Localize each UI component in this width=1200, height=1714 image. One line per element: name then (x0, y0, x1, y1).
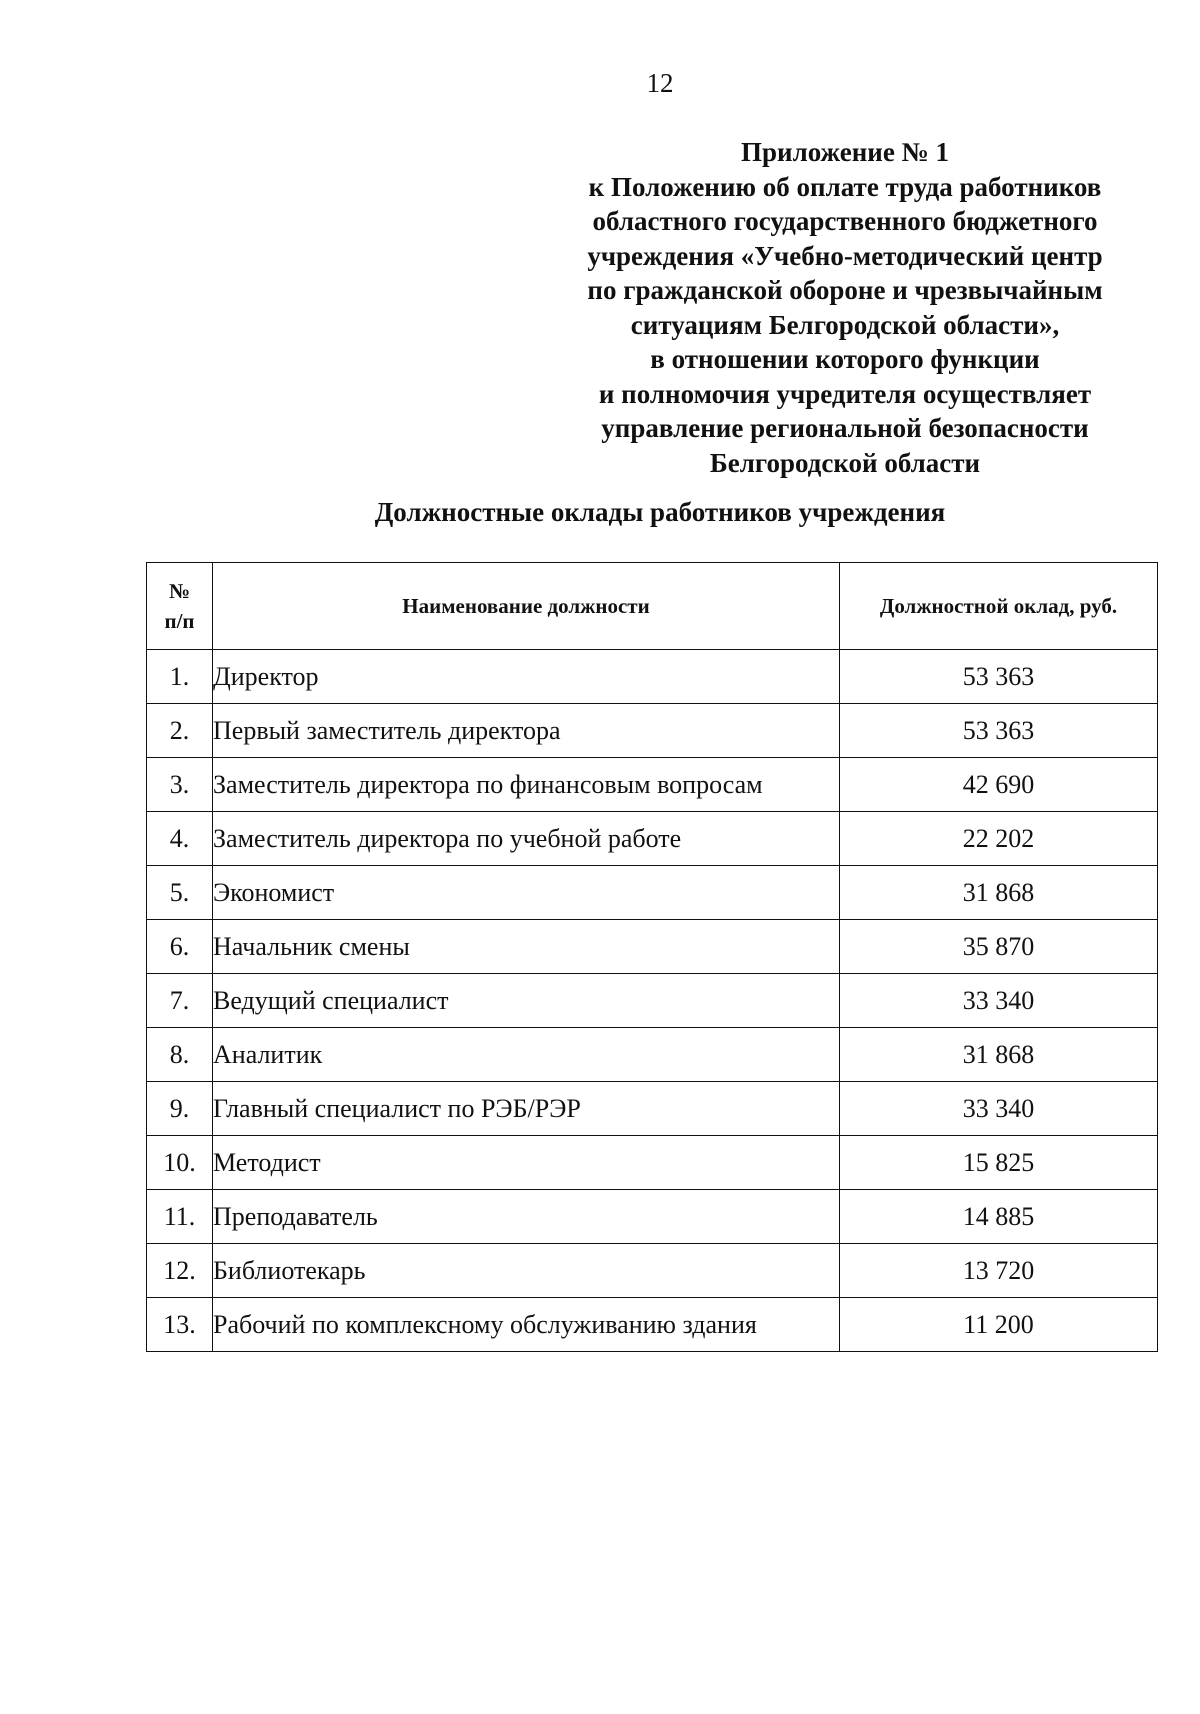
table-row (147, 1082, 1158, 1136)
row-salary: 35 870 (840, 920, 1158, 974)
row-salary: 13 720 (840, 1244, 1158, 1298)
table-row (147, 974, 1158, 1028)
row-position-name: Рабочий по комплексному обслуживанию здания (213, 1298, 840, 1352)
appendix-header (555, 135, 1135, 480)
row-salary: 15 825 (840, 1136, 1158, 1190)
table-row (147, 1298, 1158, 1352)
header-number-line1: № (168, 579, 191, 603)
row-number: 10. (147, 1136, 213, 1190)
table-row (147, 866, 1158, 920)
row-number: 1. (147, 650, 213, 704)
table-row (147, 650, 1158, 704)
row-salary: 42 690 (840, 758, 1158, 812)
header-number (147, 563, 213, 650)
appendix-line: областного государственного бюджетного (592, 206, 1098, 236)
header-number-line2: п/п (164, 609, 195, 633)
table-row (147, 920, 1158, 974)
row-salary: 53 363 (840, 650, 1158, 704)
table-header-row (147, 563, 1158, 650)
row-number: 12. (147, 1244, 213, 1298)
row-position-name: Экономист (213, 866, 840, 920)
row-salary: 53 363 (840, 704, 1158, 758)
appendix-line: ситуациям Белгородской области», (630, 309, 1060, 340)
salary-table (146, 562, 1158, 1352)
row-position-name: Главный специалист по РЭБ/РЭР (213, 1082, 840, 1136)
row-salary: 33 340 (840, 974, 1158, 1028)
appendix-line: Приложение № 1 (741, 137, 949, 167)
row-number: 11. (147, 1190, 213, 1244)
row-salary: 22 202 (840, 812, 1158, 866)
row-number: 9. (147, 1082, 213, 1136)
row-number: 2. (147, 704, 213, 758)
appendix-line: по гражданской обороне и чрезвычайным (587, 275, 1103, 305)
row-number: 7. (147, 974, 213, 1028)
row-position-name: Библиотекарь (213, 1244, 840, 1298)
row-position-name: Заместитель директора по финансовым вопросам (213, 758, 840, 812)
row-number: 3. (147, 758, 213, 812)
page-number: 12 (646, 68, 674, 98)
row-number: 4. (147, 812, 213, 866)
row-salary: 33 340 (840, 1082, 1158, 1136)
row-number: 13. (147, 1298, 213, 1352)
table-row (147, 704, 1158, 758)
appendix-line: и полномочия учредителя осуществляет (598, 378, 1092, 409)
row-position-name: Аналитик (213, 1028, 840, 1082)
document-title: Должностные оклады работников учреждения (374, 497, 946, 527)
row-number: 5. (147, 866, 213, 920)
appendix-line: учреждения «Учебно-методический центр (587, 240, 1103, 271)
row-salary: 11 200 (840, 1298, 1158, 1352)
row-position-name: Директор (213, 650, 840, 704)
table-row (147, 1028, 1158, 1082)
row-position-name: Методист (213, 1136, 840, 1190)
table-row (147, 758, 1158, 812)
row-salary: 31 868 (840, 1028, 1158, 1082)
header-salary: Должностной оклад, руб. (840, 563, 1158, 650)
table-row (147, 812, 1158, 866)
appendix-line: управление региональной безопасности (601, 413, 1089, 443)
appendix-line: Белгородской области (709, 447, 981, 478)
table-row (147, 1190, 1158, 1244)
row-salary: 14 885 (840, 1190, 1158, 1244)
appendix-line: к Положению об оплате труда работников (588, 171, 1102, 202)
row-number: 6. (147, 920, 213, 974)
row-salary: 31 868 (840, 866, 1158, 920)
appendix-line: в отношении которого функции (650, 344, 1040, 374)
row-position-name: Заместитель директора по учебной работе (213, 812, 840, 866)
header-position-name: Наименование должности (213, 563, 840, 650)
row-position-name: Преподаватель (213, 1190, 840, 1244)
table-row (147, 1244, 1158, 1298)
row-number: 8. (147, 1028, 213, 1082)
table-row (147, 1136, 1158, 1190)
row-position-name: Первый заместитель директора (213, 704, 840, 758)
row-position-name: Начальник смены (213, 920, 840, 974)
row-position-name: Ведущий специалист (213, 974, 840, 1028)
